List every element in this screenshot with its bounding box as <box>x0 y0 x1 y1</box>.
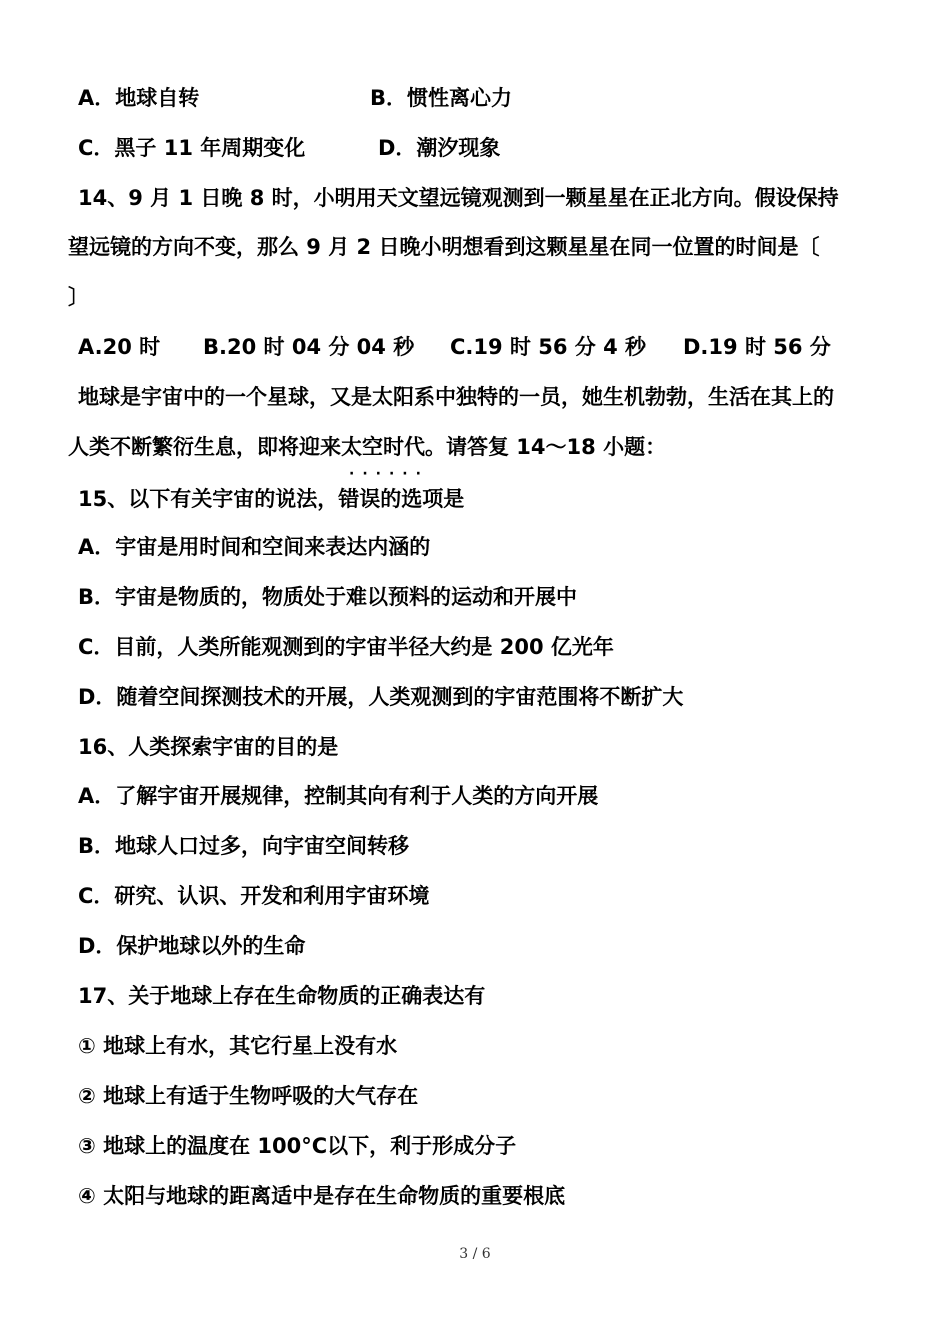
q13-option-b: B．惯性离心力 <box>370 86 513 110</box>
q17-item-4: ④ 太阳与地球的距离适中是存在生命物质的重要根底 <box>78 1184 566 1208</box>
q15-option-c: C．目前，人类所能观测到的宇宙半径大约是 200 亿光年 <box>78 635 614 659</box>
q14-stem-line2: 望远镜的方向不变，那么 9 月 2 日晚小明想看到这颗星星在同一位置的时间是〔 <box>68 235 820 259</box>
q13-option-a: A．地球自转 <box>78 86 200 110</box>
q16-option-c: C．研究、认识、开发和利用宇宙环境 <box>78 884 430 908</box>
q17-item-3: ③ 地球上的温度在 100°C以下，利于形成分子 <box>78 1134 517 1158</box>
q17-item-1: ① 地球上有水，其它行星上没有水 <box>78 1034 398 1058</box>
q15-option-b: B．宇宙是物质的，物质处于难以预料的运动和开展中 <box>78 585 578 609</box>
emphasis-dots: ······ <box>349 466 429 482</box>
q16-stem: 16、人类探索宇宙的目的是 <box>78 735 339 759</box>
q15-option-d: D．随着空间探测技术的开展，人类观测到的宇宙范围将不断扩大 <box>78 685 684 709</box>
page-number: 3 / 6 <box>459 1246 491 1262</box>
q16-option-d: D．保护地球以外的生命 <box>78 934 306 958</box>
q14-option-c: C.19 时 56 分 4 秒 <box>450 335 647 359</box>
q17-stem: 17、关于地球上存在生命物质的正确表达有 <box>78 984 486 1008</box>
q15-option-a: A．宇宙是用时间和空间来表达内涵的 <box>78 535 431 559</box>
q13-option-d: D．潮汐现象 <box>378 136 501 160</box>
q14-stem-line3: 〕 <box>68 285 89 309</box>
q14-option-a: A.20 时 <box>78 335 161 359</box>
q14-option-b: B.20 时 04 分 04 秒 <box>203 335 415 359</box>
q16-option-b: B．地球人口过多，向宇宙空间转移 <box>78 834 410 858</box>
q14-option-d: D.19 时 56 分 <box>683 335 831 359</box>
q15-stem: 15、以下有关宇宙的说法，错误的选项是 <box>78 487 465 511</box>
q14-stem-line1: 14、9 月 1 日晚 8 时，小明用天文望远镜观测到一颗星星在正北方向。假设保持 <box>78 186 839 210</box>
passage-line1: 地球是宇宙中的一个星球，又是太阳系中独特的一员，她生机勃勃，生活在其上的 <box>78 385 834 409</box>
passage-line2: 人类不断繁衍生息，即将迎来太空时代。请答复 14～18 小题： <box>68 435 667 459</box>
q16-option-a: A．了解宇宙开展规律，控制其向有利于人类的方向开展 <box>78 784 599 808</box>
q13-option-c: C．黑子 11 年周期变化 <box>78 136 306 160</box>
q17-item-2: ② 地球上有适于生物呼吸的大气存在 <box>78 1084 419 1108</box>
